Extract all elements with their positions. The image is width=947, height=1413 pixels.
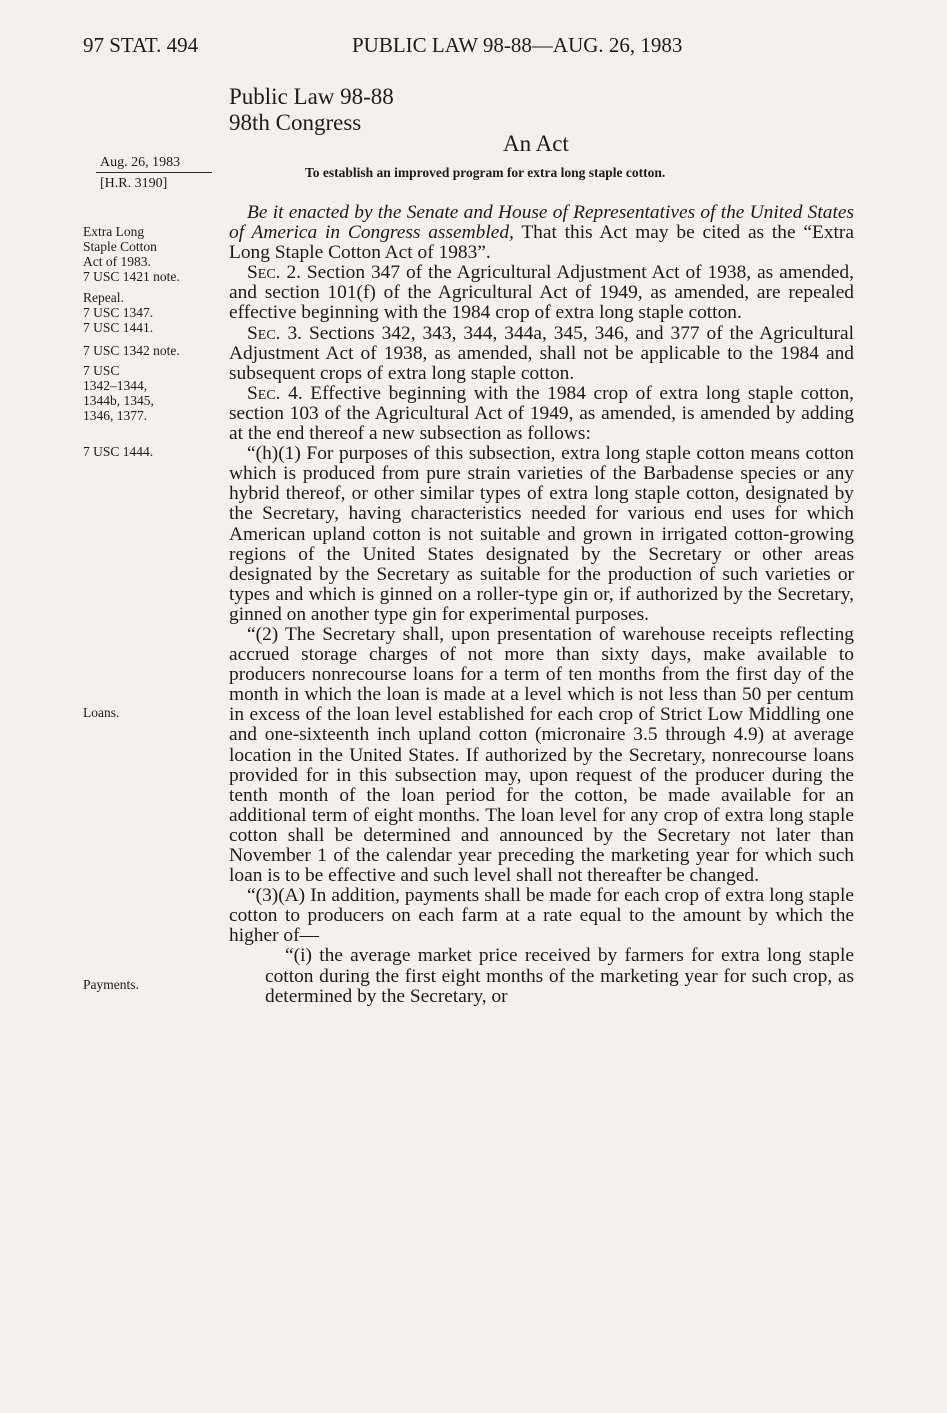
- margin-note-line: Repeal.: [83, 290, 124, 305]
- margin-note-line: Staple Cotton: [83, 239, 157, 254]
- margin-date-block: [96, 154, 212, 192]
- margin-note-line: 7 USC 1342 note.: [83, 343, 180, 358]
- subsection-h3a-payments: “(3)(A) In addition, payments shall be made for each crop of extra long staple cotton to producers on each farm at a rate equal to the amount by which the higher of—: [229, 885, 854, 947]
- margin-note-line: 7 USC 1347.: [83, 305, 154, 320]
- margin-note-line: 1344b, 1345,: [83, 393, 154, 408]
- stat-page-citation: 97 STAT. 494: [83, 33, 199, 57]
- margin-note-sec3-citations: [83, 343, 223, 423]
- enactment-date: Aug. 26, 1983: [96, 154, 212, 173]
- congress-number: 98th Congress: [229, 110, 362, 135]
- act-purpose: To establish an improved program for extra long staple cotton.: [305, 165, 666, 180]
- section-4: [229, 384, 854, 444]
- margin-note-short-title: [83, 224, 223, 290]
- margin-note-loans: Loans.: [83, 705, 120, 720]
- law-heading: PUBLIC LAW 98-88—AUG. 26, 1983: [352, 33, 683, 57]
- clause-i: “(i) the average market price received by farmers for extra long staple cotton during the first eight months of the marketing year for such crop, as determined by the Secretary, or: [265, 945, 854, 1007]
- margin-note-line: 7 USC 1421 note.: [83, 269, 180, 284]
- margin-note-line: 7 USC 1441.: [83, 320, 154, 335]
- running-head: [0, 33, 947, 59]
- enacting-clause: [229, 203, 854, 263]
- public-law-number: Public Law 98-88: [229, 84, 394, 109]
- enacting-formula: Be it enacted by the Senate and House of Representatives of the United States of America in Congress assembled,: [229, 202, 854, 244]
- margin-note-payments: Payments.: [83, 977, 139, 992]
- margin-note-line: 1346, 1377.: [83, 408, 148, 423]
- section-text: Effective beginning with the 1984 crop of extra long staple cotton, section 103 of the Agricultural Act of 1949, as amended, is amended by adding at the end thereof a new subsection as follows:: [229, 382, 854, 445]
- section-3: [229, 324, 854, 384]
- act-body: [229, 203, 854, 1007]
- section-2: [229, 263, 854, 323]
- section-label: Sec. 4.: [247, 382, 303, 404]
- bill-number: [H.R. 3190]: [100, 176, 168, 191]
- margin-note-line: Extra Long: [83, 224, 145, 239]
- section-text: Section 347 of the Agricultural Adjustment Act of 1938, as amended, and section 101(f) of the Agricultural Act of 1949, as amended, are repealed effective beginning with the 1984 crop of extra long staple cotton.: [229, 262, 854, 324]
- margin-note-sec4-citation: 7 USC 1444.: [83, 444, 154, 459]
- short-title-clause: That this Act may be cited as the “Extra Long Staple Cotton Act of 1983”.: [229, 222, 854, 264]
- subsection-h2-loans: “(2) The Secretary shall, upon presentation of warehouse receipts reflecting accrued storage charges of not more than sixty days, make available to producers nonrecourse loans for a term of ten months from the first day of the month in which the loan is made at a level which is not less than 50 per centum in excess of the loan level established for each crop of Strict Low Middling one and one-sixteenth inch upland cotton (micronaire 3.5 through 4.9) at average location in the United States. If authorized by the Secretary, nonrecourse loans provided for in this subsection may, upon request of the producer during the tenth month of the loan period for the cotton, be made available for an additional term of eight months. The loan level for any crop of extra long staple cotton shall be determined and announced by the Secretary not later than November 1 of the calendar year preceding the marketing year for which such loan is to be effective and such level shall not thereafter be changed.: [229, 623, 854, 887]
- margin-note-line: 7 USC: [83, 363, 120, 378]
- section-text: Sections 342, 343, 344, 344a, 345, 346, and 377 of the Agricultural Adjustment Act of 1938, as amended, shall not be applicable to the 1984 and subsequent crops of extra long staple cotton.: [229, 322, 854, 384]
- margin-note-line: 1342–1344,: [83, 378, 148, 393]
- subsection-h1: “(h)(1) For purposes of this subsection, extra long staple cotton means cotton which is produced from pure strain varieties of the Barbadense species or any hybrid thereof, or other similar types of extra long staple cotton, designated by the Secretary, having characteristics needed for various end uses for which American upland cotton is not suitable and grown in irrigated cotton-growing regions of the United States designated by the Secretary or other areas designated by the Secretary as suitable for the production of such varieties or types and which is ginned on a roller-type gin or, if authorized by the Secretary, ginned on another type gin for experimental purposes.: [229, 443, 854, 625]
- section-label: Sec. 2.: [247, 262, 301, 284]
- margin-note-line: Act of 1983.: [83, 254, 151, 269]
- section-label: Sec. 3.: [247, 322, 303, 344]
- margin-note-repeal: [83, 290, 223, 335]
- public-law-title: [229, 84, 394, 136]
- an-act-heading: An Act: [503, 131, 569, 156]
